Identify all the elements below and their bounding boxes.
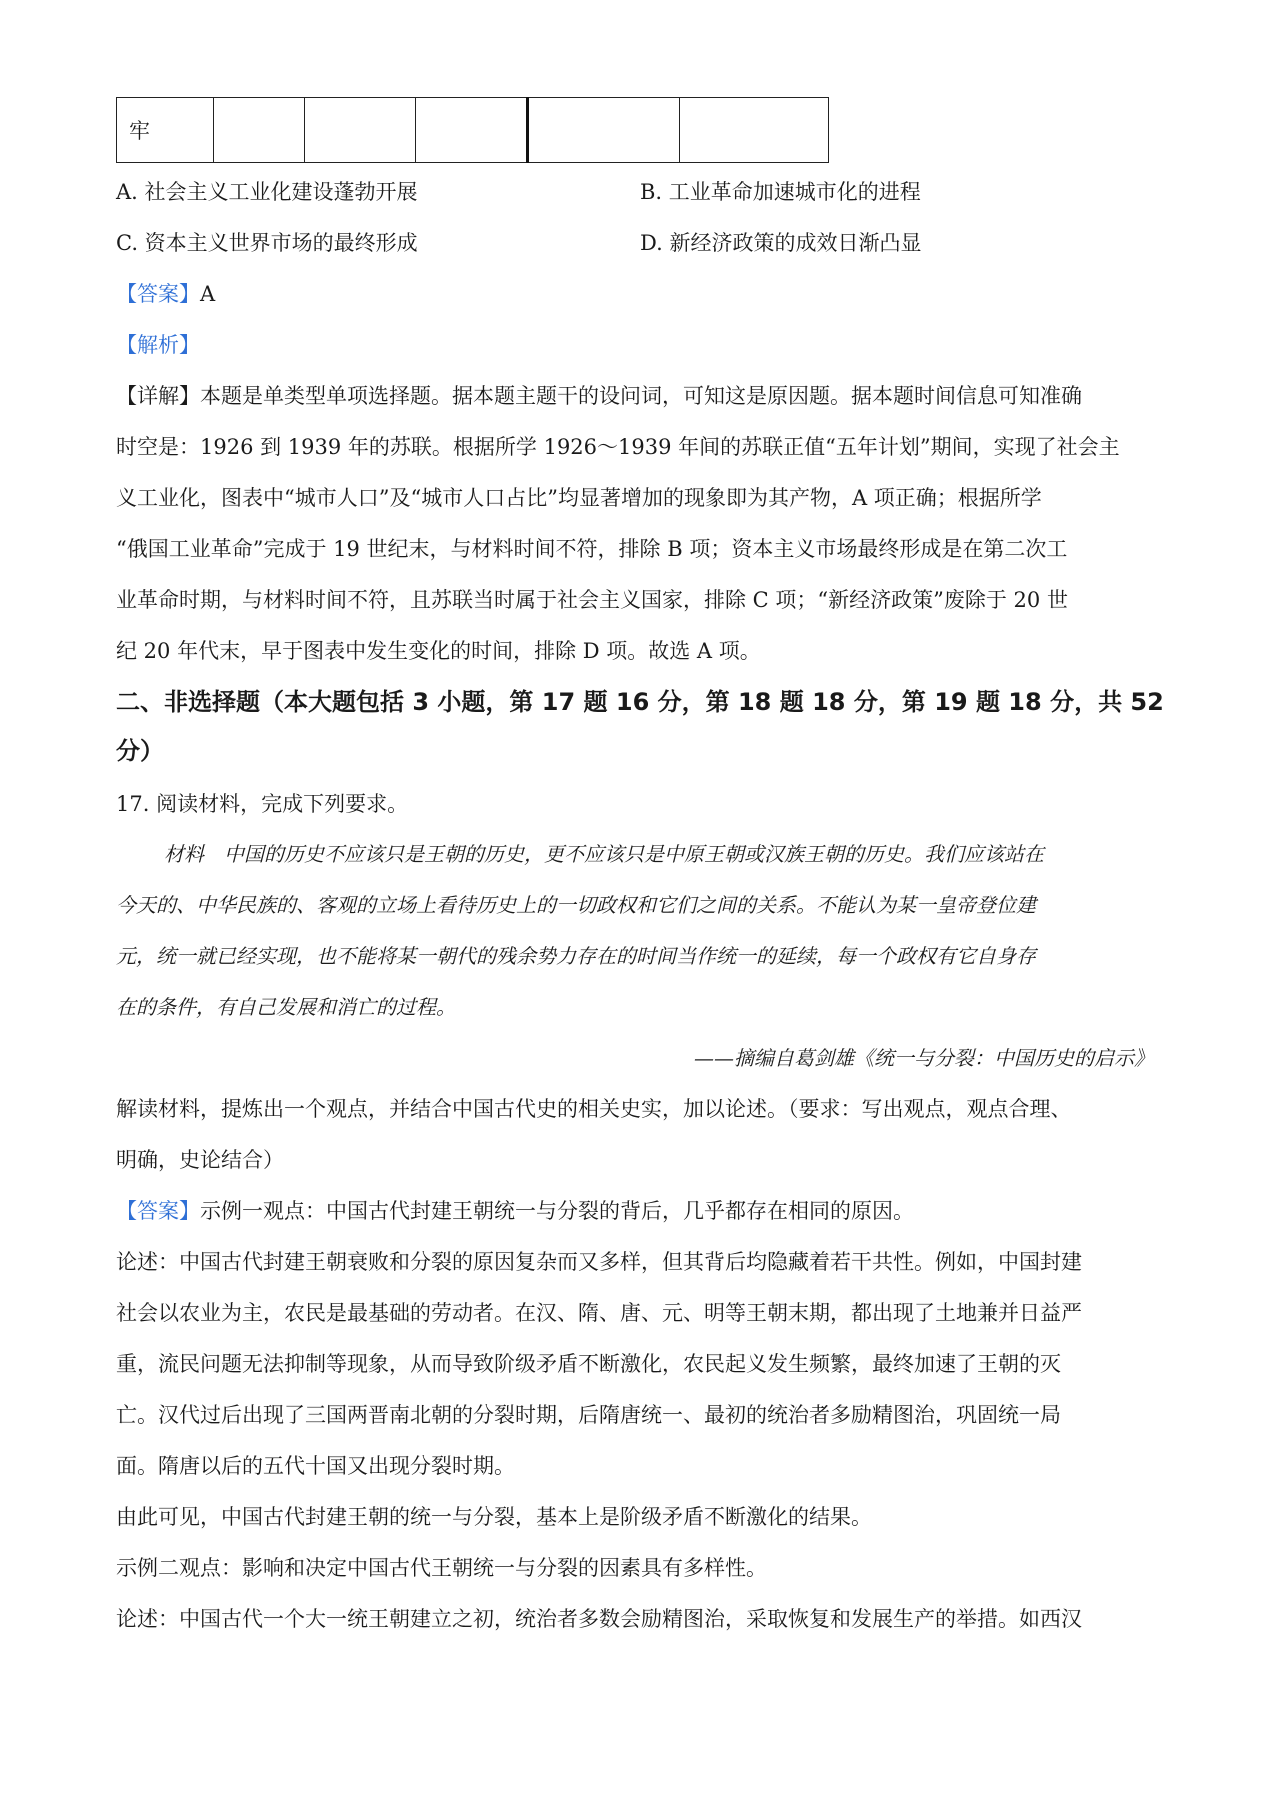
table-cell: 牢 (117, 98, 214, 163)
answer17-body-line: 论述：中国古代一个大一统王朝建立之初，统治者多数会励精图治，采取恢复和发展生产的举措。如西汉 (116, 1607, 1082, 1631)
detail-line: 纪 20 年代末，早于图表中发生变化的时间，排除 D 项。故选 A 项。 (116, 639, 761, 663)
material-source: ——摘编自葛剑雄《统一与分裂：中国历史的启示》 (694, 1046, 1154, 1070)
table-row (117, 98, 829, 163)
answer17-body-line: 论述：中国古代封建王朝衰败和分裂的原因复杂而又多样，但其背后均隐藏着若干共性。例如，中国封建 (116, 1250, 1082, 1274)
option-a: A. 社会主义工业化建设蓬勃开展 (116, 180, 418, 204)
section-heading-cont: 分） (116, 737, 164, 765)
option-d: D. 新经济政策的成效日渐凸显 (640, 231, 922, 255)
detail-line: 时空是：1926 到 1939 年的苏联。根据所学 1926～1939 年间的苏联正值“五年计划”期间，实现了社会主 (116, 435, 1120, 459)
answer17-first: 示例一观点：中国古代封建王朝统一与分裂的背后，几乎都存在相同的原因。 (200, 1199, 914, 1223)
answer-tag: 【答案】 (116, 282, 200, 306)
detail-line: 义工业化，图表中“城市人口”及“城市人口占比”均显著增加的现象即为其产物，A 项正确；根据所学 (116, 486, 1042, 510)
section-heading: 二、非选择题（本大题包括 3 小题，第 17 题 16 分，第 18 题 18 分，第 19 题 18 分，共 52 (116, 688, 1164, 716)
question-17-title: 17. 阅读材料，完成下列要求。 (116, 792, 409, 816)
table-cell (680, 98, 829, 163)
detail-line: “俄国工业革命”完成于 19 世纪末，与材料时间不符，排除 B 项；资本主义市场最终形成是在第二次工 (116, 537, 1068, 561)
analysis-tag: 【解析】 (116, 333, 200, 357)
material-line: 在的条件，有自己发展和消亡的过程。 (116, 995, 456, 1019)
detail-line: 业革命时期，与材料时间不符，且苏联当时属于社会主义国家，排除 C 项；“新经济政策”废除于 20 世 (116, 588, 1068, 612)
answer17-body-line: 重，流民问题无法抑制等现象，从而导致阶级矛盾不断激化，农民起义发生频繁，最终加速了王朝的灭 (116, 1352, 1061, 1376)
table-cell (416, 98, 528, 163)
answer17-body-line: 由此可见，中国古代封建王朝的统一与分裂，基本上是阶级矛盾不断激化的结果。 (116, 1505, 872, 1529)
option-c: C. 资本主义世界市场的最终形成 (116, 231, 418, 255)
answer17-tag: 【答案】 (116, 1199, 200, 1223)
material-line: 今天的、中华民族的、客观的立场上看待历史上的一切政权和它们之间的关系。不能认为某一皇帝登位建 (116, 893, 1036, 917)
answer17-body-line: 社会以农业为主，农民是最基础的劳动者。在汉、隋、唐、元、明等王朝末期，都出现了土地兼并日益严 (116, 1301, 1082, 1325)
table-cell (305, 98, 416, 163)
answer-value: A (200, 282, 216, 306)
answer17-body-line: 示例二观点：影响和决定中国古代王朝统一与分裂的因素具有多样性。 (116, 1556, 767, 1580)
requirement-line: 明确，史论结合） (116, 1148, 284, 1172)
answer17-line (116, 1196, 914, 1226)
answer17-body-line: 面。隋唐以后的五代十国又出现分裂时期。 (116, 1454, 515, 1478)
answer-line (116, 279, 215, 309)
table-cell (214, 98, 305, 163)
detail-tag: 【详解】 (116, 384, 200, 408)
requirement-line: 解读材料，提炼出一个观点，并结合中国古代史的相关史实，加以论述。（要求：写出观点，观点合理、 (116, 1097, 1072, 1121)
answer17-body-line: 亡。汉代过后出现了三国两晋南北朝的分裂时期，后隋唐统一、最初的统治者多励精图治，巩固统一局 (116, 1403, 1061, 1427)
option-b: B. 工业革命加速城市化的进程 (640, 180, 921, 204)
detail-line (116, 381, 1082, 411)
data-table-fragment (116, 97, 829, 163)
detail-text: 本题是单类型单项选择题。据本题主题干的设问词，可知这是原因题。据本题时间信息可知准确 (200, 384, 1082, 408)
material-line: 元，统一就已经实现，也不能将某一朝代的残余势力存在的时间当作统一的延续，每一个政权有它自身存 (116, 944, 1036, 968)
analysis-line (116, 330, 200, 360)
material-line: 材料 中国的历史不应该只是王朝的历史，更不应该只是中原王朝或汉族王朝的历史。我们应该站在 (164, 842, 1044, 866)
table-cell (528, 98, 680, 163)
